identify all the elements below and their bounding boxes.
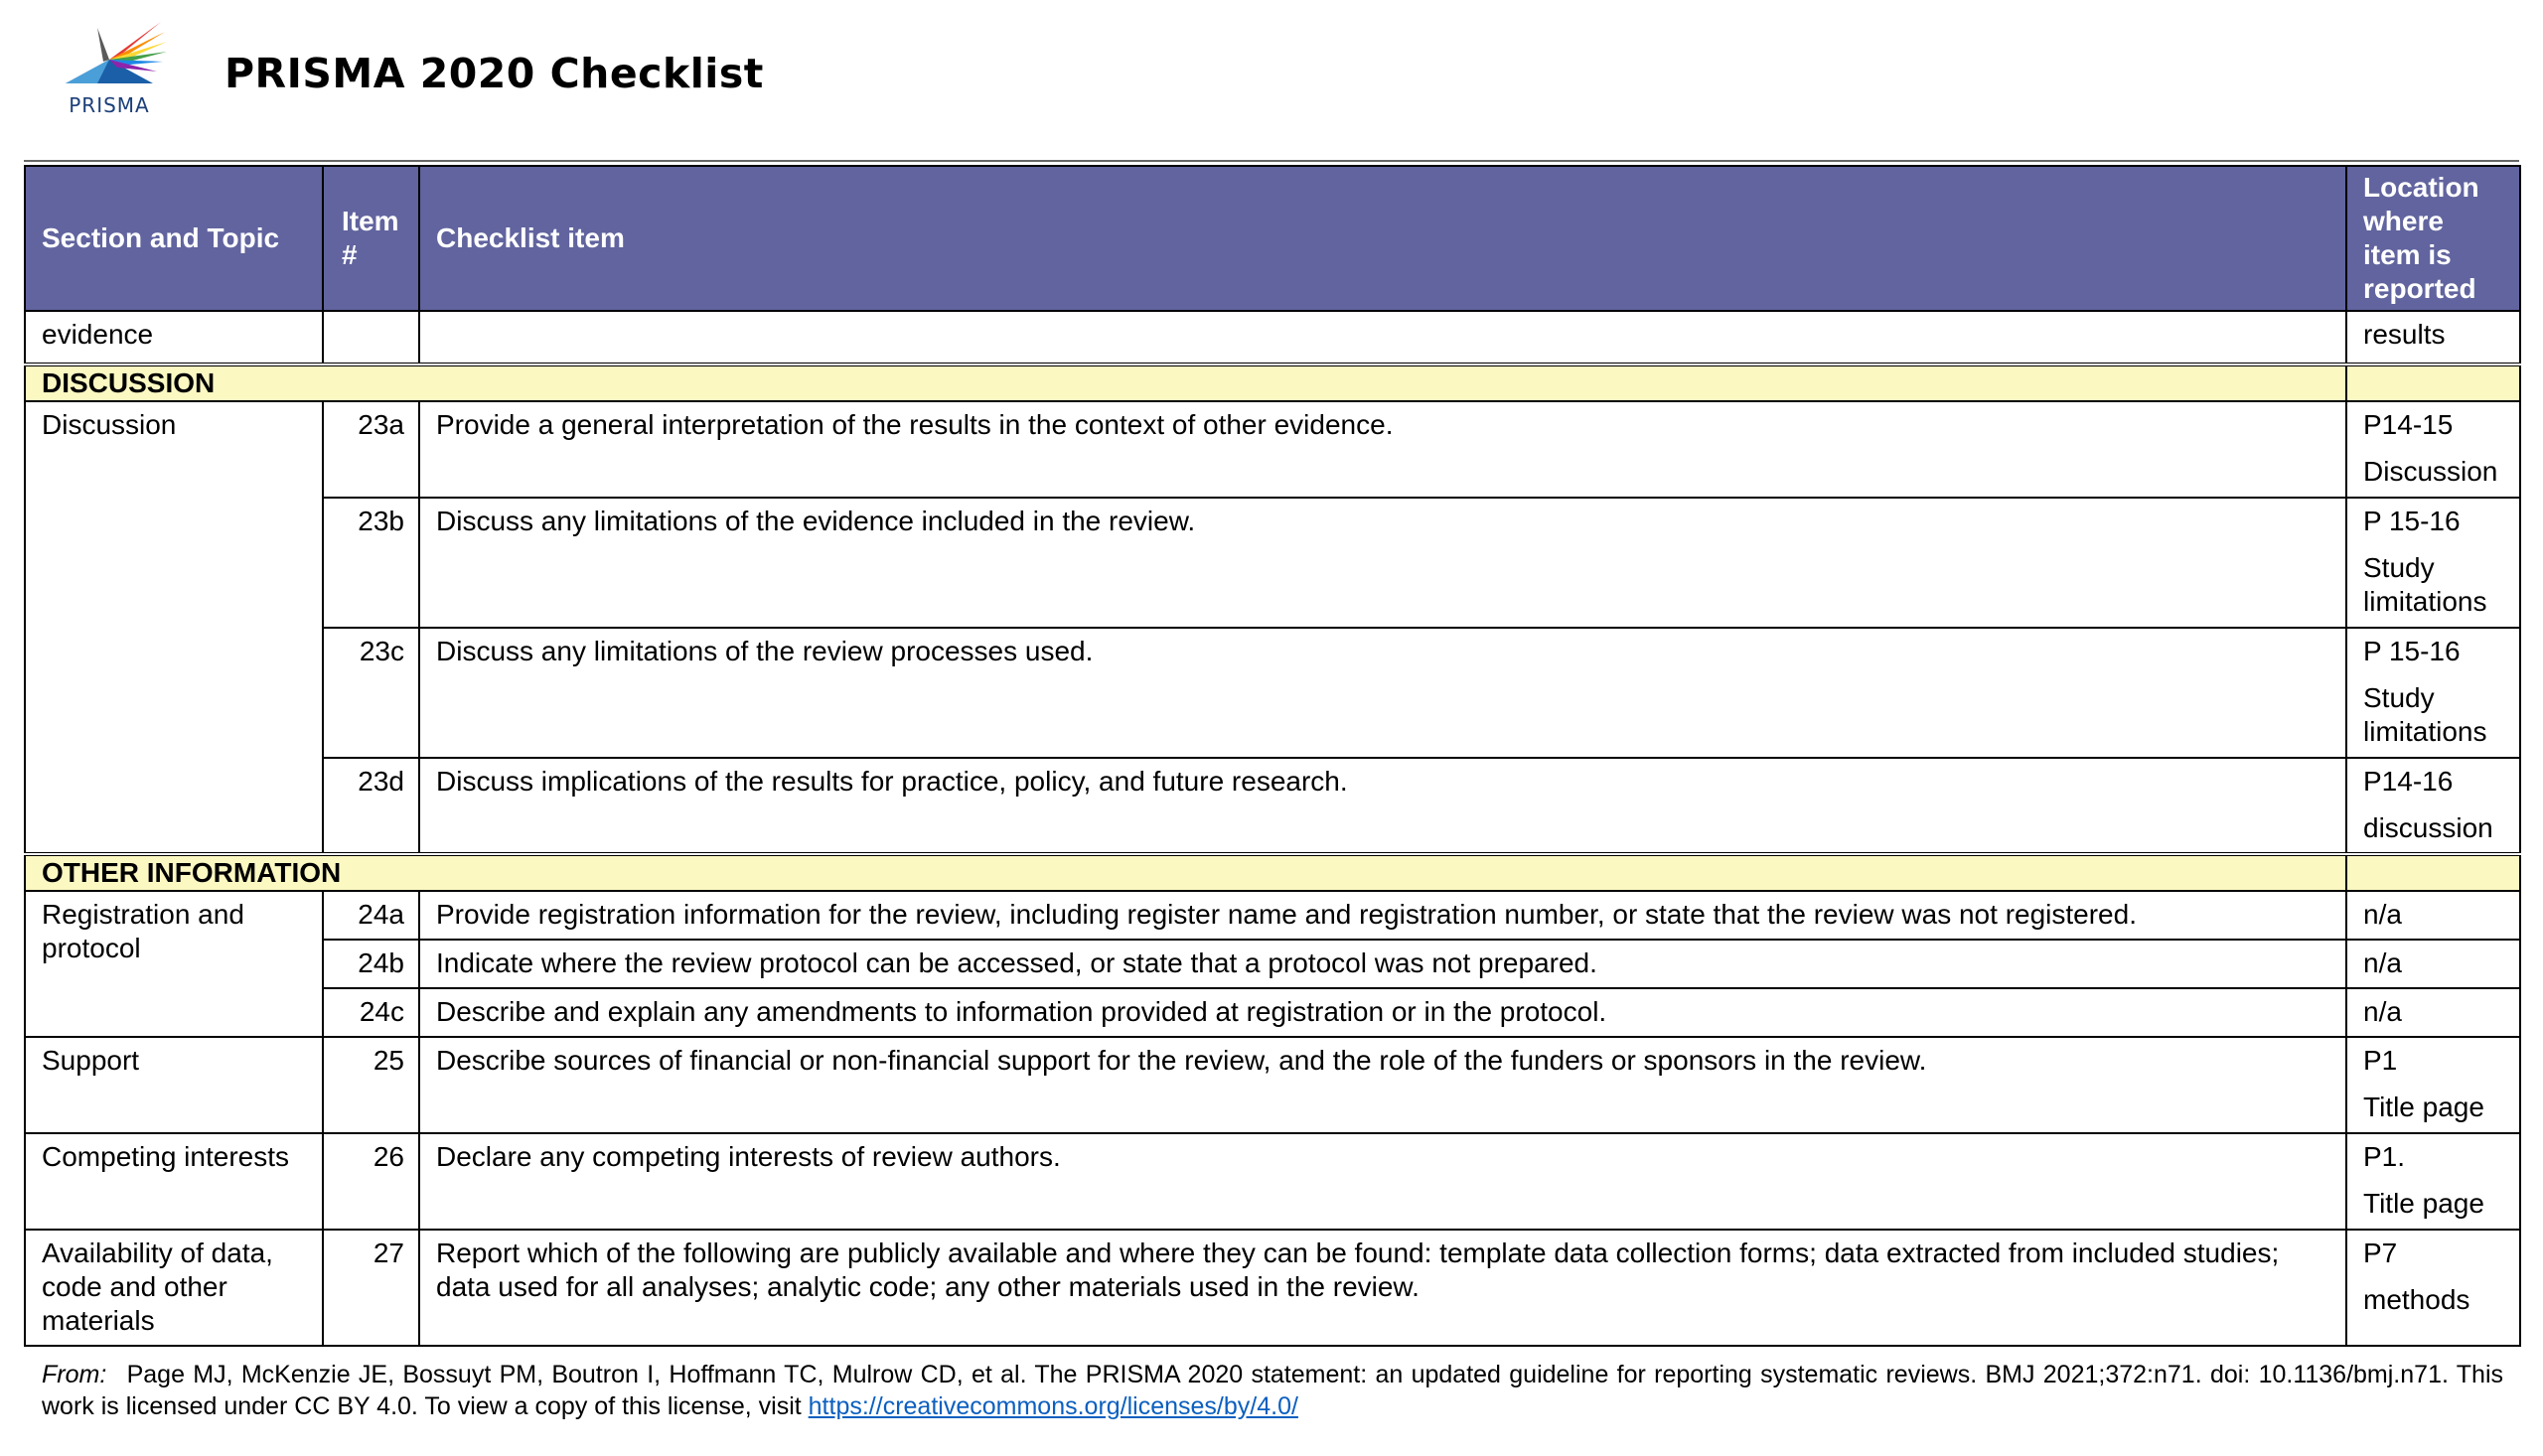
- location-section: discussion: [2363, 812, 2493, 843]
- location-cell: n/a: [2346, 891, 2520, 940]
- location-cell: results: [2346, 311, 2520, 364]
- table-header-row: [25, 166, 2520, 311]
- header-section-topic: Section and Topic: [25, 166, 323, 311]
- table-row: [25, 498, 2520, 628]
- item-cell: 23a: [323, 401, 419, 498]
- title-divider: [24, 160, 2519, 162]
- table-row: [25, 758, 2520, 854]
- table-row: [25, 1037, 2520, 1133]
- item-cell: 23b: [323, 498, 419, 628]
- table-row: [25, 1230, 2520, 1346]
- logo-wordmark: PRISMA: [69, 93, 150, 117]
- section-row-discussion: [25, 364, 2520, 401]
- table-row: [25, 988, 2520, 1037]
- item-cell: 24b: [323, 940, 419, 988]
- table-row: [25, 940, 2520, 988]
- description-cell: Report which of the following are publicly available and where they can be found: template data collection forms; data extracted from included studies; data used for all analyses; analytic code; any other materials used in the review.: [419, 1230, 2346, 1346]
- location-page: P7: [2363, 1238, 2398, 1268]
- location-page: P14-15: [2363, 409, 2454, 440]
- header-checklist-item: Checklist item: [419, 166, 2346, 311]
- section-location-cell: [2346, 854, 2520, 891]
- location-page: P 15-16: [2363, 506, 2461, 536]
- item-cell: 23c: [323, 628, 419, 758]
- header-location: Location where item is reported: [2346, 166, 2520, 311]
- location-cell: n/a: [2346, 940, 2520, 988]
- item-cell: 25: [323, 1037, 419, 1133]
- location-section: Discussion: [2363, 456, 2498, 487]
- table-row: [25, 1133, 2520, 1230]
- table-row: [25, 628, 2520, 758]
- table-row: [25, 311, 2520, 364]
- section-label: DISCUSSION: [25, 364, 2346, 401]
- item-cell: 23d: [323, 758, 419, 854]
- table-row: [25, 891, 2520, 940]
- item-cell: [323, 311, 419, 364]
- location-section: Title page: [2363, 1188, 2484, 1219]
- location-page: P 15-16: [2363, 636, 2461, 666]
- topic-cell: Availability of data, code and other materials: [25, 1230, 323, 1346]
- description-cell: Declare any competing interests of review authors.: [419, 1133, 2346, 1230]
- location-cell: [2346, 401, 2520, 498]
- location-cell: [2346, 498, 2520, 628]
- item-cell: 24c: [323, 988, 419, 1037]
- prisma-logo: [58, 16, 175, 119]
- license-link[interactable]: https://creativecommons.org/licenses/by/4.0/: [808, 1392, 1298, 1420]
- location-cell: n/a: [2346, 988, 2520, 1037]
- topic-cell: Registration and protocol: [25, 891, 323, 1037]
- topic-cell: evidence: [25, 311, 323, 364]
- location-cell: [2346, 1133, 2520, 1230]
- location-section: Study limitations: [2363, 682, 2487, 747]
- description-cell: Discuss any limitations of the evidence included in the review.: [419, 498, 2346, 628]
- location-section: methods: [2363, 1284, 2470, 1315]
- location-cell: [2346, 628, 2520, 758]
- location-page: P1: [2363, 1045, 2398, 1076]
- page-title: PRISMA 2020 Checklist: [224, 50, 764, 97]
- item-cell: 27: [323, 1230, 419, 1346]
- location-section: Study limitations: [2363, 552, 2487, 617]
- location-cell: [2346, 758, 2520, 854]
- topic-cell: Support: [25, 1037, 323, 1133]
- topic-cell: Discussion: [25, 401, 323, 854]
- table-row: [25, 401, 2520, 498]
- description-cell: Discuss implications of the results for practice, policy, and future research.: [419, 758, 2346, 854]
- description-cell: Describe sources of financial or non-financial support for the review, and the role of the funders or sponsors in the review.: [419, 1037, 2346, 1133]
- item-cell: 26: [323, 1133, 419, 1230]
- checklist-table: [24, 165, 2521, 1347]
- topic-cell: Competing interests: [25, 1133, 323, 1230]
- description-cell: [419, 311, 2346, 364]
- location-page: P1.: [2363, 1141, 2406, 1172]
- description-cell: Discuss any limitations of the review processes used.: [419, 628, 2346, 758]
- footer-from-label: From:: [42, 1361, 107, 1388]
- location-section: Title page: [2363, 1092, 2484, 1122]
- location-cell: [2346, 1230, 2520, 1346]
- description-cell: Provide a general interpretation of the results in the context of other evidence.: [419, 401, 2346, 498]
- section-location-cell: [2346, 364, 2520, 401]
- section-label: OTHER INFORMATION: [25, 854, 2346, 891]
- description-cell: Describe and explain any amendments to information provided at registration or in the protocol.: [419, 988, 2346, 1037]
- location-page: P14-16: [2363, 766, 2454, 797]
- prisma-logo-icon: [58, 16, 175, 95]
- section-row-other-information: [25, 854, 2520, 891]
- citation-footer: [42, 1359, 2503, 1422]
- item-cell: 24a: [323, 891, 419, 940]
- description-cell: Indicate where the review protocol can be accessed, or state that a protocol was not prepared.: [419, 940, 2346, 988]
- footer-citation: Page MJ, McKenzie JE, Bossuyt PM, Boutron I, Hoffmann TC, Mulrow CD, et al. The PRISMA 2020 statement: an updated guideline for reporting systematic reviews. BMJ 2021;372:n71. doi: 10.1136/bmj.n71. This work is licensed under CC BY 4.0. To view a copy of this license, visit: [42, 1361, 2503, 1420]
- header-item-number: Item #: [323, 166, 419, 311]
- description-cell: Provide registration information for the review, including register name and registration number, or state that the review was not registered.: [419, 891, 2346, 940]
- location-cell: [2346, 1037, 2520, 1133]
